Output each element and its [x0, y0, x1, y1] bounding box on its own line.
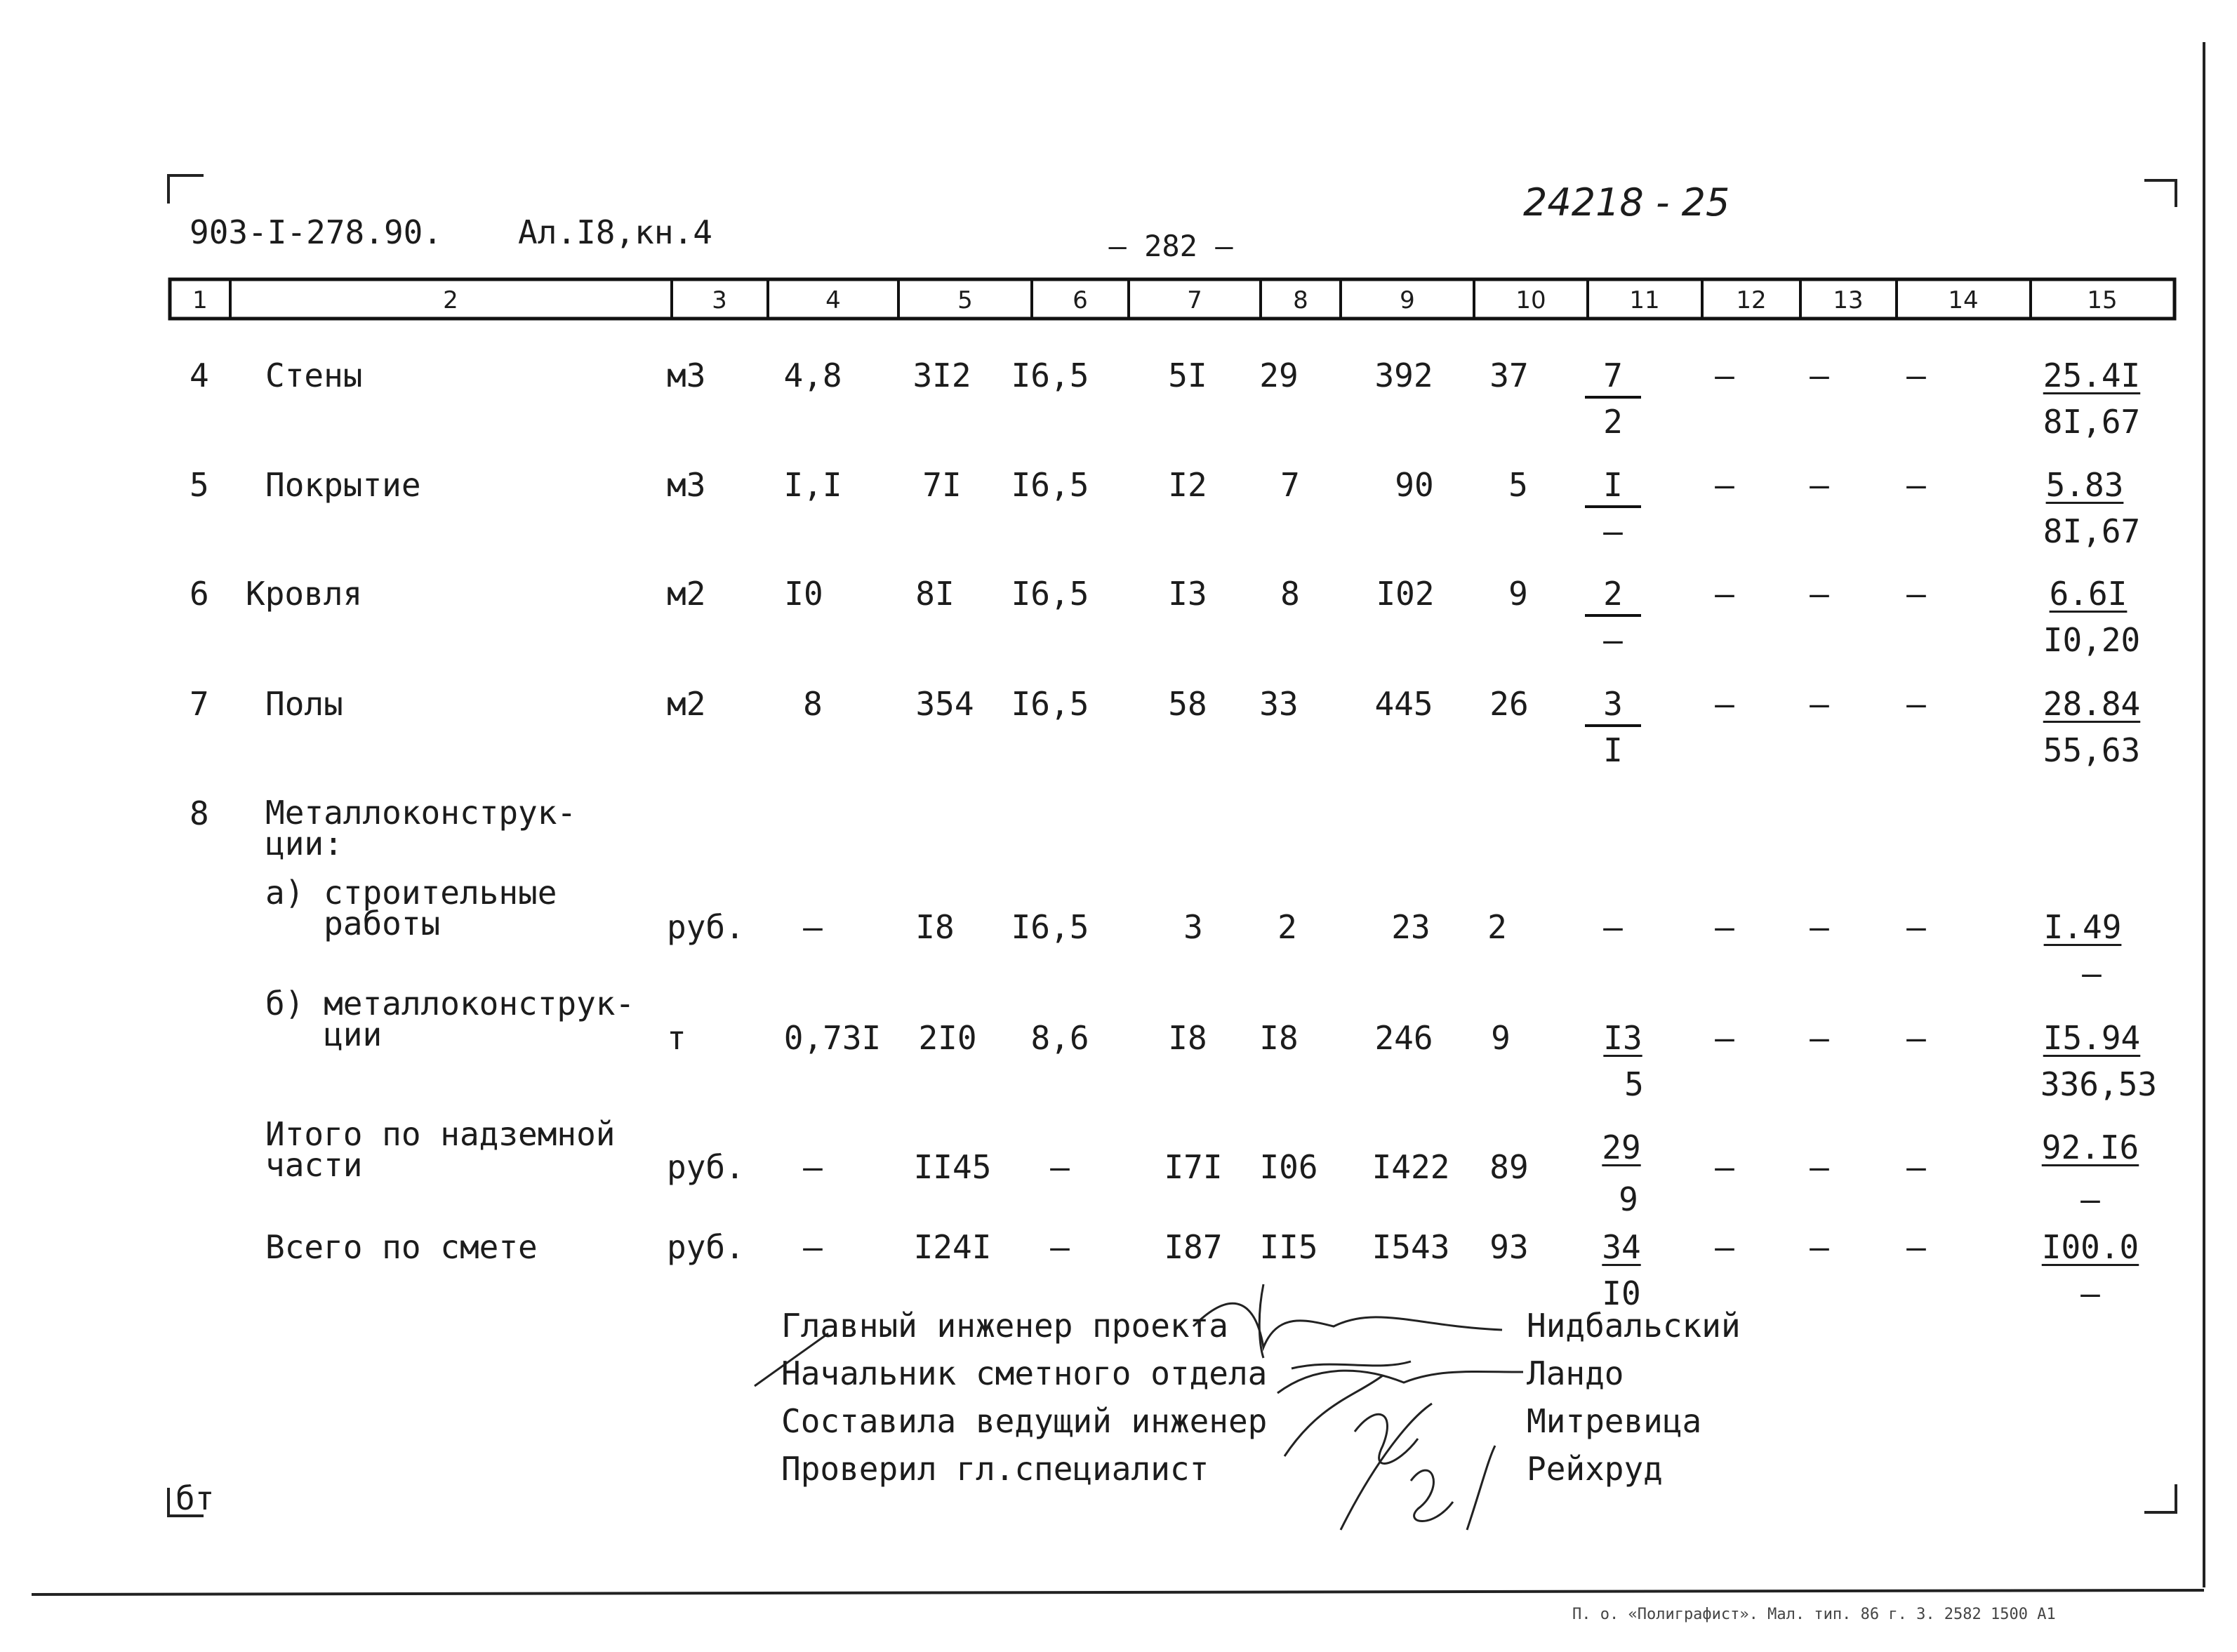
row-unit: руб. [667, 1148, 745, 1186]
cell-c5: 2I0 [918, 1019, 977, 1057]
row-name: Кровля [246, 575, 363, 613]
row-name: Металлоконструк- ции: [265, 794, 577, 862]
cell-c12: – [1715, 1019, 1734, 1057]
page-number: — 282 — [1108, 229, 1233, 263]
cell-c11-top: 29 [1602, 1128, 1641, 1166]
cell-c7: I7I [1164, 1148, 1223, 1186]
cell-c15-top: I00.0 [2041, 1228, 2139, 1266]
col-header: 11 [1629, 286, 1660, 314]
row-unit: м3 [667, 357, 706, 394]
cell-c13: – [1810, 1148, 1829, 1186]
cell-c13: – [1810, 908, 1829, 946]
cell-c6: I6,5 [1011, 908, 1089, 946]
cell-c15-top: 92.I6 [2041, 1128, 2139, 1166]
cell-c4: I0 [784, 575, 823, 613]
row-name: Стены [265, 357, 363, 394]
row-name: Итого по надземной части [265, 1115, 616, 1184]
cell-c8: 7 [1280, 466, 1300, 504]
cell-c5: I24I [913, 1228, 992, 1266]
cell-c15-bottom: I0,20 [2043, 621, 2141, 659]
cell-c11-top: I3 [1603, 1019, 1642, 1057]
cell-c15-top: 28.84 [2043, 685, 2141, 723]
row-name: б) металлоконструк- ции [265, 985, 635, 1053]
col-header: 7 [1187, 286, 1202, 314]
cell-c15-bottom: – [2080, 1274, 2100, 1312]
cell-c8: I8 [1259, 1019, 1299, 1057]
row-unit: руб. [667, 908, 745, 946]
cell-c8: 29 [1259, 357, 1299, 394]
cell-c15-top: I.49 [2043, 908, 2122, 946]
cell-c13: – [1810, 1228, 1829, 1266]
signature-name: Ландо [1527, 1354, 1624, 1392]
print-footer: П. о. «Полиграфист». Мал. тип. 86 г. З. 2582 1500 А1 [1572, 1606, 2056, 1623]
cell-c11-top: I [1603, 466, 1623, 504]
signature-role: Главный инженер проекта [781, 1307, 1228, 1345]
cell-c11-bottom: I0 [1602, 1274, 1641, 1312]
cell-c6: I6,5 [1011, 575, 1089, 613]
row-name: Покрытие [265, 466, 421, 504]
cell-c13: – [1810, 1019, 1829, 1057]
cell-c13: – [1810, 575, 1829, 613]
cell-c6: – [1050, 1148, 1070, 1186]
cell-c10: 93 [1489, 1228, 1529, 1266]
cell-c14: – [1906, 908, 1926, 946]
cell-c6: – [1050, 1228, 1070, 1266]
cell-c13: – [1810, 466, 1829, 504]
cell-c11-bottom: 5 [1624, 1065, 1644, 1103]
row-unit: м2 [667, 575, 706, 613]
album-ref: Ал.I8,кн.4 [518, 213, 712, 251]
cell-c9: I02 [1376, 575, 1435, 613]
col-header: 5 [957, 286, 973, 314]
cell-c11-top: 7 [1603, 357, 1623, 394]
cell-c11: – [1603, 908, 1623, 946]
cell-c12: – [1715, 575, 1734, 613]
cell-c15-top: 25.4I [2043, 357, 2141, 394]
cell-c4: – [803, 1148, 823, 1186]
signature-name: Рейхруд [1527, 1450, 1663, 1488]
row-name: Всего по смете [265, 1228, 538, 1266]
cell-c6: I6,5 [1011, 466, 1089, 504]
col-header: 1 [192, 286, 208, 314]
cell-c11-bottom: 9 [1619, 1180, 1638, 1218]
cell-c5: I8 [915, 908, 955, 946]
cell-c6: I6,5 [1011, 357, 1089, 394]
cell-c14: – [1906, 1148, 1926, 1186]
cell-c15-bottom: – [2082, 954, 2102, 992]
row-number: 6 [190, 575, 209, 613]
cell-c11-bottom: – [1603, 512, 1623, 550]
cell-c15-bottom: 55,63 [2043, 731, 2141, 769]
cell-c14: – [1906, 575, 1926, 613]
row-number: 4 [190, 357, 209, 394]
corner-mark: бт [175, 1479, 215, 1517]
row-unit: м2 [667, 685, 706, 723]
cell-c11-bottom: I [1603, 731, 1623, 769]
col-header: 10 [1515, 286, 1546, 314]
cell-c11-top: 3 [1603, 685, 1623, 723]
cell-c12: – [1715, 357, 1734, 394]
cell-c15-top: I5.94 [2043, 1019, 2141, 1057]
cell-c4: 4,8 [783, 357, 842, 394]
cell-c8: 2 [1277, 908, 1297, 946]
cell-c14: – [1906, 357, 1926, 394]
cell-c12: – [1715, 685, 1734, 723]
cell-c13: – [1810, 685, 1829, 723]
col-header: 9 [1400, 286, 1415, 314]
col-header: 4 [825, 286, 841, 314]
cell-c10: 37 [1489, 357, 1529, 394]
row-name: а) строительные работы [265, 874, 557, 942]
signature-role: Составила ведущий инженер [781, 1402, 1268, 1440]
cell-c12: – [1715, 908, 1734, 946]
cell-c4: – [803, 1228, 823, 1266]
handwritten-number: 24218 - 25 [1523, 180, 1730, 225]
cell-c7: I3 [1168, 575, 1207, 613]
cell-c15-top: 5.83 [2045, 466, 2124, 504]
cell-c5: 7I [922, 466, 962, 504]
cell-c9: 445 [1374, 685, 1433, 723]
cell-c12: – [1715, 1148, 1734, 1186]
doc-code: 903-I-278.90. [190, 213, 443, 251]
signature-name: Нидбальский [1527, 1307, 1741, 1345]
cell-c10: 26 [1489, 685, 1529, 723]
cell-c7: I8 [1168, 1019, 1207, 1057]
cell-c11-bottom: – [1603, 621, 1623, 659]
cell-c10: 89 [1489, 1148, 1529, 1186]
cell-c8: 33 [1259, 685, 1299, 723]
cell-c8: II5 [1259, 1228, 1318, 1266]
cell-c7: I87 [1164, 1228, 1223, 1266]
cell-c13: – [1810, 357, 1829, 394]
cell-c15-bottom: 336,53 [2040, 1065, 2158, 1103]
cell-c12: – [1715, 1228, 1734, 1266]
cell-c9: 392 [1374, 357, 1433, 394]
row-unit: руб. [667, 1228, 745, 1266]
cell-c10: 5 [1508, 466, 1528, 504]
row-number: 7 [190, 685, 209, 723]
cell-c14: – [1906, 466, 1926, 504]
col-header: 13 [1833, 286, 1864, 314]
cell-c14: – [1906, 1019, 1926, 1057]
cell-c9: I543 [1372, 1228, 1450, 1266]
col-header: 8 [1293, 286, 1308, 314]
cell-c15-top: 6.6I [2049, 575, 2128, 613]
cell-c10: 9 [1491, 1019, 1511, 1057]
cell-c8: I06 [1259, 1148, 1318, 1186]
row-name: Полы [265, 685, 343, 723]
col-header: 12 [1736, 286, 1767, 314]
cell-c9: 90 [1395, 466, 1434, 504]
cell-c4: – [803, 908, 823, 946]
cell-c9: 246 [1374, 1019, 1433, 1057]
cell-c15-bottom: – [2080, 1180, 2100, 1218]
cell-c7: 3 [1183, 908, 1203, 946]
cell-c5: 8I [915, 575, 955, 613]
cell-c6: 8,6 [1030, 1019, 1089, 1057]
row-unit: т [667, 1019, 686, 1057]
cell-c7: I2 [1168, 466, 1207, 504]
col-header: 3 [712, 286, 727, 314]
cell-c8: 8 [1280, 575, 1300, 613]
cell-c9: I422 [1372, 1148, 1450, 1186]
signature-role: Проверил гл.специалист [781, 1450, 1209, 1488]
cell-c5: 3I2 [912, 357, 971, 394]
signature-name: Митревица [1527, 1402, 1702, 1440]
row-number: 5 [190, 466, 209, 504]
cell-c5: 354 [915, 685, 974, 723]
cell-c11-top: 2 [1603, 575, 1623, 613]
cell-c6: I6,5 [1011, 685, 1089, 723]
cell-c10: 9 [1508, 575, 1528, 613]
cell-c4: 0,73I [783, 1019, 882, 1057]
cell-c15-bottom: 8I,67 [2043, 512, 2141, 550]
cell-c12: – [1715, 466, 1734, 504]
signature-role: Начальник сметного отдела [781, 1354, 1268, 1392]
cell-c11-top: 34 [1602, 1228, 1641, 1266]
cell-c7: 58 [1168, 685, 1207, 723]
col-header: 15 [2087, 286, 2118, 314]
cell-c10: 2 [1487, 908, 1507, 946]
cell-c14: – [1906, 1228, 1926, 1266]
col-header: 14 [1948, 286, 1979, 314]
cell-c4: I,I [783, 466, 842, 504]
cell-c4: 8 [803, 685, 823, 723]
cell-c9: 23 [1391, 908, 1431, 946]
row-number: 8 [190, 794, 209, 832]
row-unit: м3 [667, 466, 706, 504]
col-header: 6 [1073, 286, 1088, 314]
cell-c5: II45 [913, 1148, 992, 1186]
cell-c11-bottom: 2 [1603, 403, 1623, 441]
cell-c7: 5I [1168, 357, 1207, 394]
cell-c15-bottom: 8I,67 [2043, 403, 2141, 441]
cell-c14: – [1906, 685, 1926, 723]
col-header: 2 [443, 286, 458, 314]
